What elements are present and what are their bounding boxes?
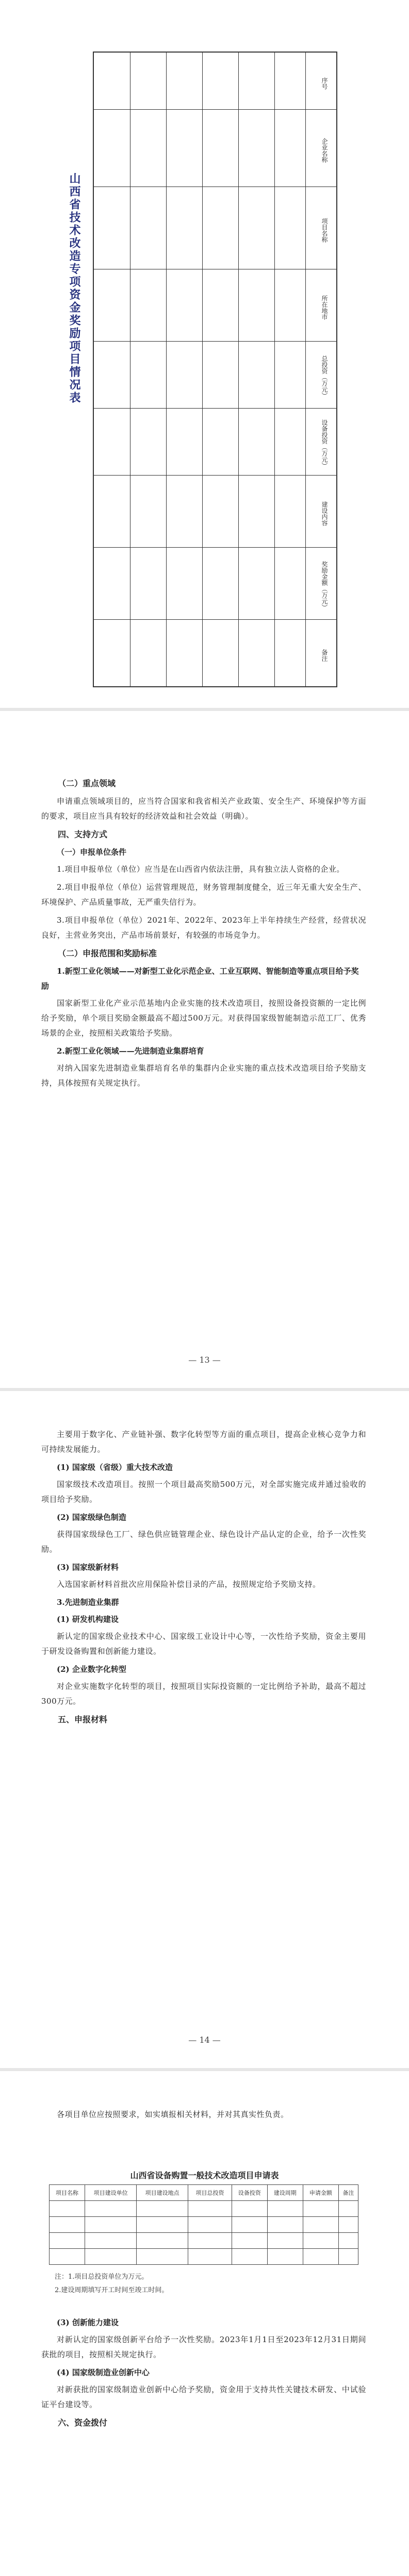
- page-2-body: [41, 773, 366, 1094]
- section-heading: (3) 创新能力建设: [57, 2318, 119, 2327]
- paragraph: 2.项目申报单位（单位）运营管理规范，财务管理制度健全，近三年无重大安全生产、环境保护、产品质量事故，无严重失信行为。: [41, 883, 366, 907]
- table-row: [50, 2233, 358, 2249]
- table-header: 申请金额: [303, 2185, 338, 2201]
- paragraph: 主要用于数字化、产业链补强、数字化转型等方面的重点项目，提高企业核心竞争力和可持续发展能力。: [41, 1430, 366, 1454]
- note: 2.建设周期填写开工时间至竣工时间。: [55, 2286, 169, 2294]
- paragraph: 对纳入国家先进制造业集群培育名单的集群内企业实施的重点技术改造项目给予奖励支持，具体按照有关规定执行。: [41, 1063, 366, 1088]
- table-header: 项目名称: [50, 2185, 85, 2201]
- application-table: [49, 2184, 358, 2265]
- paragraph: 申请重点领域项目的，应当符合国家和我省相关产业政策、安全生产、环境保护等方面的要求，项目应当具有较好的经济效益和社会效益（明确）。: [41, 796, 366, 821]
- paragraph: 国家新型工业化产业示范基地内企业实施的技术改造项目，按照设备投资额的一定比例给予奖励，单个项目奖励金额最高不超过500万元。对获得国家级智能制造示范工厂、优秀场景的企业，按照相关政策给予奖励。: [41, 998, 366, 1038]
- section-heading: (2) 国家级绿色制造: [57, 1513, 126, 1522]
- header-cell: 项目名称: [321, 218, 328, 243]
- paragraph: 各项目单位应按照要求，如实填报相关材料，并对其真实性负责。: [57, 2110, 289, 2119]
- form-title: 山西省技术改造专项资金奖励项目情况表: [68, 173, 81, 404]
- table-title: 山西省设备购置一般技术改造项目申请表: [130, 2171, 279, 2180]
- section-heading: 1.新型工业化领域——对新型工业化示范企业、工业互联网、智能制造等重点项目给予奖励: [41, 967, 359, 991]
- section-heading: 五、申报材料: [58, 1715, 108, 1724]
- page-number: — 14 —: [188, 2035, 221, 2045]
- header-cell: 所在地市: [321, 295, 328, 320]
- paragraph: 对新认定的国家级创新平台给予一次性奖励。2023年1月1日至2023年12月31日期间获批的项目，按照相关规定执行。: [41, 2335, 366, 2359]
- form-grid: [93, 52, 337, 687]
- paragraph: 新认定的国家级企业技术中心、国家级工业设计中心等，一次性给予奖励，资金主要用于研发设备购置和创新能力建设。: [41, 1632, 366, 1656]
- paragraph: 获得国家级绿色工厂、绿色供应链管理企业、绿色设计产品认定的企业，给予一次性奖励。: [41, 1530, 366, 1554]
- table-notes: [41, 2269, 366, 2298]
- page-4: [0, 2071, 409, 2576]
- table-row: [50, 2249, 358, 2265]
- table-row: [50, 2201, 358, 2217]
- section-heading: 3.先进制造业集群: [57, 1598, 119, 1607]
- section-heading: 2.新型工业化领域——先进制造业集群培育: [57, 1046, 204, 1056]
- header-cell: 备注: [321, 649, 328, 662]
- header-cell: 总投资（万元）: [321, 355, 328, 399]
- note: 注：1.项目总投资单位为万元。: [55, 2273, 149, 2281]
- section-heading: (1) 国家级（省级）重大技术改造: [57, 1463, 173, 1472]
- table-header: 建设周期: [267, 2185, 303, 2201]
- page-4-intro: [41, 2107, 366, 2125]
- grid-line: [202, 53, 203, 686]
- table-header: 设备投资: [232, 2185, 267, 2201]
- header-cell: 奖励金额（万元）: [321, 561, 328, 611]
- section-heading: （一）申报单位条件: [57, 848, 127, 857]
- grid-line: [274, 53, 275, 686]
- header-cell: 建设内容: [321, 501, 328, 526]
- section-heading: (3) 国家级新材料: [57, 1563, 119, 1572]
- page-4-body: [41, 2313, 366, 2433]
- header-cell: 设备投资（万元）: [321, 419, 328, 469]
- paragraph: 国家级技术改造项目。按照一个项目最高奖励500万元，对全部实施完成并通过验收的项目给予奖励。: [41, 1480, 366, 1504]
- paragraph: 入选国家新材料首批次应用保险补偿目录的产品，按照规定给予奖励支持。: [57, 1580, 321, 1589]
- section-heading: 六、资金拨付: [58, 2418, 108, 2428]
- header-cell: 序号: [321, 77, 328, 90]
- rotated-form: [62, 15, 351, 701]
- page-3-body: [41, 1427, 366, 1730]
- page-1: [0, 0, 409, 711]
- table-header: 项目建设地点: [137, 2185, 188, 2201]
- section-heading: (1) 研发机构建设: [57, 1615, 119, 1624]
- section-heading: (4) 国家级制造业创新中心: [57, 2368, 150, 2377]
- grid-line: [166, 53, 167, 686]
- paragraph: 对企业实施数字化转型的项目，按照项目实际投资额的一定比例给予补助，最高不超过300万元。: [41, 1682, 366, 1706]
- page-2: [0, 711, 409, 1391]
- page-3: [0, 1391, 409, 2071]
- paragraph: 3.项目申报单位（单位）2021年、2022年、2023年上半年持续生产经营，经营状况良好，主营业务突出，产品市场前景好，有较强的市场竞争力。: [41, 916, 366, 940]
- section-heading: （二）申报范围和奖励标准: [58, 948, 157, 958]
- table-row: [50, 2217, 358, 2233]
- table-header: 项目建设单位: [85, 2185, 137, 2201]
- page-number: — 13 —: [188, 1355, 221, 1365]
- section-heading: （二）重点领域: [58, 778, 116, 788]
- grid-line: [238, 53, 239, 686]
- table-header: 项目总投资: [188, 2185, 232, 2201]
- section-heading: 四、支持方式: [58, 829, 108, 839]
- header-cell: 企业名称: [321, 138, 328, 163]
- paragraph: 1.项目申报单位（单位）应当是在山西省内依法注册，具有独立法人资格的企业。: [57, 865, 345, 874]
- paragraph: 对新获批的国家级制造业创新中心给予奖励，资金用于支持共性关键技术研发、中试验证平台建设等。: [41, 2385, 366, 2409]
- grid-line: [305, 53, 306, 686]
- table-header: 备注: [338, 2185, 358, 2201]
- section-heading: (2) 企业数字化转型: [57, 1665, 126, 1674]
